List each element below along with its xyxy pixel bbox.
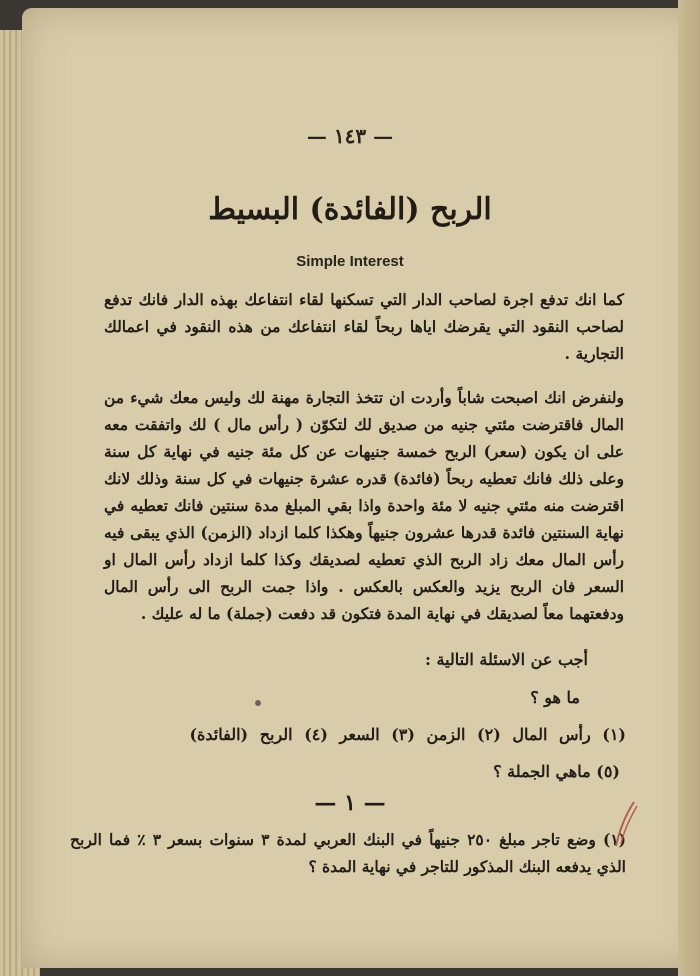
page-number: — ١٤٣ — — [306, 124, 394, 148]
question-what-is: ما هو ؟ — [530, 688, 580, 707]
question-item: (٢) الزمن — [426, 725, 501, 744]
page-subtitle: Simple Interest — [296, 253, 404, 270]
question-items — [189, 725, 626, 744]
questions-intro: أجب عن الاسئلة التالية : — [425, 650, 588, 669]
paragraph-example: ولنفرض انك اصبحت شاباً وأردت ان تتخذ التجارة مهنة لك وليس معك شيء من المال فاقترضت مئتي جنيه من صديق لك لتكوّن ( رأس مال ) لك واتفقت معه على ان يكون (سعر) الربح خمسة جنيهات عن كل مئة جنيه في نهاية كل سنة وعلى ذلك فانك تعطيه ربحاً (فائدة) قدره عشرة جنيهات في كل سنة وذلك لانك اقترضت منه مئتي جنيه لا مئة واحدة واذا بقي المبلغ مدة سنتين فانك تعطيه في نهاية السنتين فائدة قدرها عشرون جنيهاً وهكذا كلما ازداد (الزمن) الذي يبقى فيه رأس المال معك زاد الربح الذي تعطيه لصديقك وكذا كلما ازداد رأس المال او السعر فان الربح يزيد والعكس بالعكس . واذا جمت الربح الى رأس المال ودفعتهما معاً لصديقك في نهاية المدة فتكون قد دفعت (جملة) ما له عليك . — [104, 388, 624, 623]
pencil-mark — [612, 800, 638, 850]
question-item: (٣) السعر — [339, 725, 415, 744]
exercise-1: (١) وضع تاجر مبلغ ٢٥٠ جنيهاً في البنك العربي لمدة ٣ سنوات بسعر ٣ ٪ فما الربح الذي يدفعه البنك المذكور للتاجر في نهاية المدة ؟ — [70, 830, 626, 876]
ink-dot — [255, 700, 261, 706]
page-title: الربح (الفائدة) البسيط — [208, 192, 492, 227]
question-item: (٤) الربح (الفائدة) — [189, 725, 328, 744]
question-item: (١) رأس المال — [512, 725, 626, 744]
paragraph-intro: كما انك تدفع اجرة لصاحب الدار التي تسكنها لقاء انتفاعك بهذه الدار فانك تدفع لصاحب النقود التي يقرضك اياها ربحاً لقاء انتفاعك من هذه النقود في اعمالك التجارية . — [104, 290, 624, 363]
section-number: — ١ — — [314, 790, 386, 816]
question-item-5: (٥) ماهي الجملة ؟ — [493, 762, 620, 781]
